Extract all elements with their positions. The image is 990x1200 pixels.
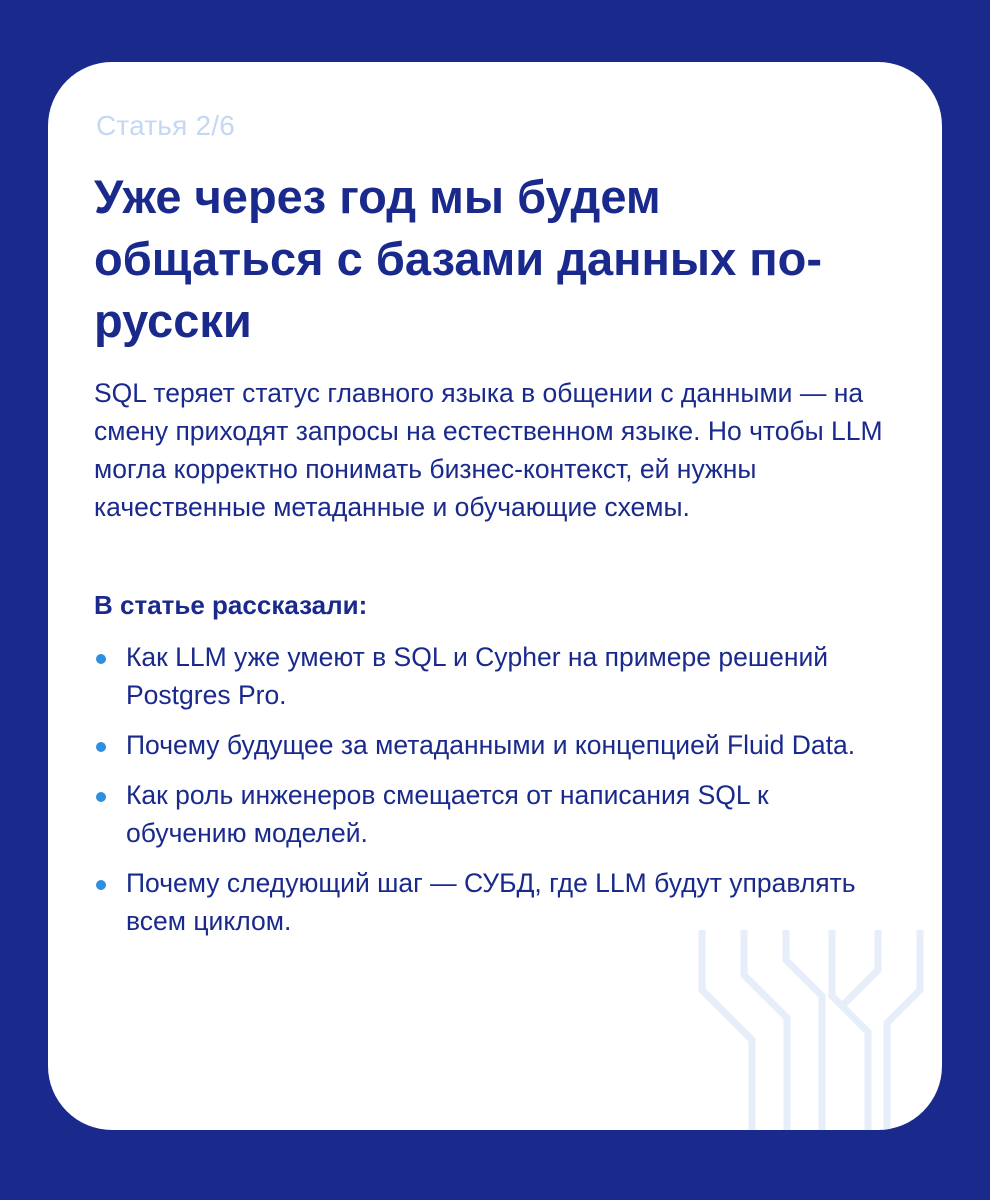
bullet-dot-icon — [96, 792, 106, 802]
circuit-lines-decoration — [682, 930, 942, 1130]
bullet-item — [94, 638, 894, 714]
bullet-dot-icon — [96, 880, 106, 890]
bullet-item — [94, 726, 894, 764]
bullet-item — [94, 776, 894, 852]
subheading: В статье рассказали: — [94, 590, 368, 620]
bullet-text: Как роль инженеров смещается от написания SQL к обучению моделей. — [126, 780, 769, 848]
bullet-text: Как LLM уже умеют в SQL и Cypher на примере решений Postgres Pro. — [126, 642, 829, 710]
bullet-dot-icon — [96, 742, 106, 752]
bullet-dot-icon — [96, 654, 106, 664]
bullet-item — [94, 864, 894, 940]
headline: Уже через год мы будем общаться с базами данных по-русски — [94, 170, 823, 347]
bullet-text: Почему следующий шаг — СУБД, где LLM будут управлять всем циклом. — [126, 868, 856, 936]
article-counter: Статья 2/6 — [96, 110, 235, 141]
lead-paragraph: SQL теряет статус главного языка в общении с данными — на смену приходят запросы на естественном языке. Но чтобы LLM могла корректно понимать бизнес-контекст, ей нужны качественные метаданные и обучающие схемы. — [94, 378, 883, 522]
bullet-list — [94, 638, 894, 952]
article-card — [48, 62, 942, 1130]
bullet-text: Почему будущее за метаданными и концепцией Fluid Data. — [126, 730, 856, 760]
